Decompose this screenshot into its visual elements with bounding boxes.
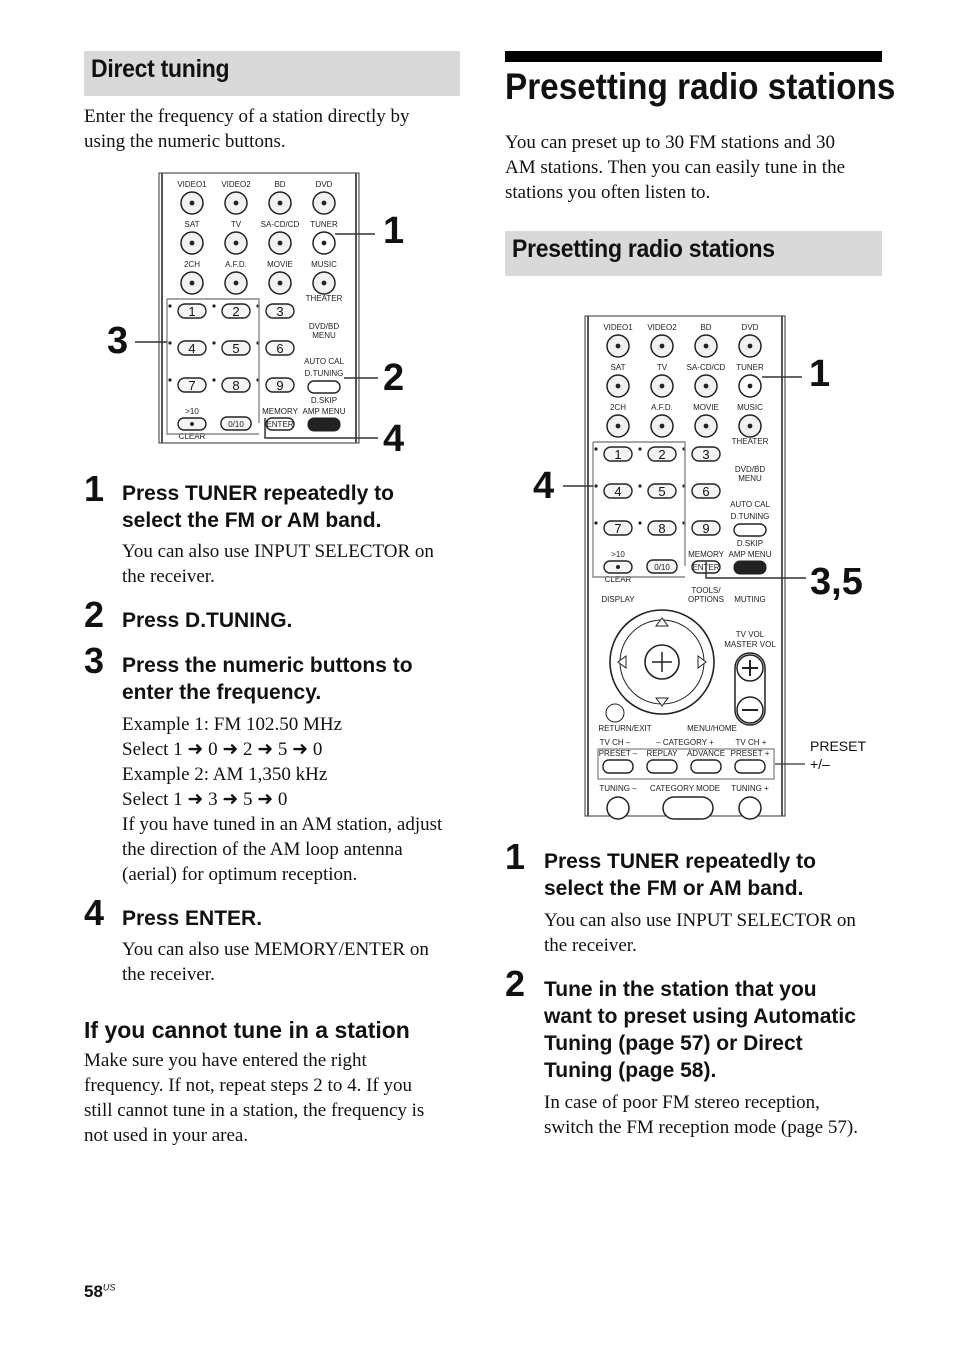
page-number: $58^{US}$ xyxy=(84,1282,116,1301)
label-dskip: D.SKIP xyxy=(736,539,764,548)
digit-dot-4 xyxy=(594,484,597,487)
step-4-number: 4 xyxy=(84,892,105,933)
step-3-number: 3 xyxy=(84,640,105,681)
remote-button-sa-cd-cd-dot xyxy=(704,384,709,389)
remote-illustration-left xyxy=(100,168,420,458)
remote-button-a-f-d--dot xyxy=(234,281,239,286)
digit-dot-2 xyxy=(638,447,641,450)
digit-button-2-label: 2 xyxy=(232,304,240,319)
remote-button-tuner-dot xyxy=(748,384,753,389)
dtuning-button xyxy=(308,381,340,393)
label-tvch-minus: TV CH – xyxy=(599,738,631,747)
label-zero10: 0/10 xyxy=(228,420,244,429)
remote-label-music: MUSIC xyxy=(737,403,763,412)
gt10-dot xyxy=(190,422,194,426)
digit-button-3-label: 3 xyxy=(276,304,284,319)
label-autocal: AUTO CAL xyxy=(304,357,344,366)
label-dvdbd: DVD/BD xyxy=(308,322,340,331)
remote-label-dvd: DVD xyxy=(315,180,333,189)
preset-label-1: PRESET xyxy=(810,738,867,754)
remote-button-music-dot xyxy=(748,424,753,429)
label-memory: MEMORY xyxy=(262,407,298,416)
label-dvdbd: DVD/BD xyxy=(734,465,766,474)
remote-label-a-f-d-: A.F.D. xyxy=(651,403,673,412)
step-3-body: Example 1: FM 102.50 MHz Select 1 ➜ 0 ➜ 2 ➜ 5 ➜ 0 Example 2: AM 1,350 kHz Select 1 ➜ 3 ➜ 5 ➜ 0 If you have tuned in an AM station, adjust the direction of the AM loop antenna (aerial) for optimum reception. xyxy=(122,714,443,885)
presetting-section-heading: Presetting radio stations xyxy=(512,235,775,263)
step-2-title: Press D.TUNING. xyxy=(122,609,293,632)
digit-button-4-label: 4 xyxy=(614,484,622,499)
remote-label-video1: VIDEO1 xyxy=(177,180,207,189)
digit-button-6-label: 6 xyxy=(702,484,710,499)
label-category-mode: CATEGORY MODE xyxy=(649,784,721,793)
transport-button-2 xyxy=(691,760,721,773)
callout-2: 2 xyxy=(383,357,405,399)
remote-label-sat: SAT xyxy=(184,220,200,229)
right-callout-3-5: 3,5 xyxy=(810,561,863,603)
remote-label-music: MUSIC xyxy=(311,260,337,269)
remote-button-tv-dot xyxy=(234,241,239,246)
step-4-body: You can also use MEMORY/ENTER on the receiver. xyxy=(122,939,429,985)
direct-tuning-intro: Enter the frequency of a station directly by using the numeric buttons. xyxy=(84,106,410,152)
gt10-dot xyxy=(616,565,620,569)
right-step-1-title: Press TUNER repeatedly to select the FM or AM band. xyxy=(544,850,816,900)
remote-label-tuner: TUNER xyxy=(310,220,338,229)
remote-label-sa-cd-cd: SA-CD/CD xyxy=(686,363,726,372)
remote-label-2ch: 2CH xyxy=(183,260,201,269)
digit-button-1-label: 1 xyxy=(188,304,196,319)
remote-button-dvd-dot xyxy=(748,344,753,349)
label-category: – CATEGORY + xyxy=(656,738,714,747)
label-display: DISPLAY xyxy=(601,595,635,604)
remote-label-bd: BD xyxy=(700,323,712,332)
digit-dot-5 xyxy=(638,484,641,487)
digit-button-6-label: 6 xyxy=(276,341,284,356)
label-gt10: >10 xyxy=(185,407,199,416)
remote-button-2ch-dot xyxy=(190,281,195,286)
remote-button-sa-cd-cd-dot xyxy=(278,241,283,246)
step-3-title: Press the numeric buttons to enter the frequency. xyxy=(122,654,413,704)
label-autocal: AUTO CAL xyxy=(730,500,770,509)
remote-button-bd-dot xyxy=(704,344,709,349)
label-transport-3: PRESET + xyxy=(730,749,770,758)
remote-button-movie-dot xyxy=(278,281,283,286)
remote-label-tv: TV xyxy=(230,220,242,229)
digit-button-2-label: 2 xyxy=(658,447,666,462)
digit-dot-7 xyxy=(594,521,597,524)
remote-label-video1: VIDEO1 xyxy=(603,323,633,332)
right-step-1-body: You can also use INPUT SELECTOR on the receiver. xyxy=(544,910,856,956)
page-number-suffix: US xyxy=(102,1282,116,1293)
label-transport-0: PRESET – xyxy=(598,749,638,758)
remote-button-2ch-dot xyxy=(616,424,621,429)
digit-button-5-label: 5 xyxy=(658,484,666,499)
right-callout-4: 4 xyxy=(533,465,555,507)
label-clear: CLEAR xyxy=(178,432,206,441)
tuning-minus-button xyxy=(607,797,629,819)
label-tvvol: TV VOL xyxy=(735,630,765,639)
remote-label-video2: VIDEO2 xyxy=(647,323,677,332)
amp-menu-button xyxy=(734,561,766,574)
digit-button-7-label: 7 xyxy=(188,378,196,393)
page-title: Presetting radio stations xyxy=(505,66,896,107)
digit-button-8-label: 8 xyxy=(658,521,666,536)
digit-dot-2 xyxy=(212,304,215,307)
dtuning-button xyxy=(734,524,766,536)
title-rule xyxy=(505,51,882,62)
remote-button-video1-dot xyxy=(190,201,195,206)
label-tvch-plus: TV CH + xyxy=(735,738,767,747)
remote-button-a-f-d--dot xyxy=(660,424,665,429)
presetting-section-bar xyxy=(505,231,882,276)
label-menu: MENU xyxy=(312,331,336,340)
remote-label-tuner: TUNER xyxy=(736,363,764,372)
label-gt10: >10 xyxy=(611,550,625,559)
digit-dot-5 xyxy=(212,341,215,344)
label-menu: MENU xyxy=(738,474,762,483)
cannot-tune-body: Make sure you have entered the right frequency. If not, repeat steps 2 to 4. If you still cannot tune in a station, the frequency is not used in your area. xyxy=(84,1050,425,1146)
remote-label-sat: SAT xyxy=(610,363,626,372)
remote-button-tv-dot xyxy=(660,384,665,389)
label-enter: ENTER xyxy=(266,420,294,429)
remote-button-movie-dot xyxy=(704,424,709,429)
tuning-plus-button xyxy=(739,797,761,819)
remote-button-sat-dot xyxy=(190,241,195,246)
digit-button-9-label: 9 xyxy=(702,521,710,536)
label-memory: MEMORY xyxy=(688,550,724,559)
label-dskip: D.SKIP xyxy=(310,396,338,405)
digit-dot-4 xyxy=(168,341,171,344)
transport-button-0 xyxy=(603,760,633,773)
label-dtuning: D.TUNING xyxy=(304,369,344,378)
remote-label-sa-cd-cd: SA-CD/CD xyxy=(260,220,300,229)
remote-label-tv: TV xyxy=(656,363,668,372)
presetting-intro: You can preset up to 30 FM stations and 30 AM stations. Then you can easily tune in the stations you often listen to. xyxy=(505,132,846,203)
remote-button-video2-dot xyxy=(660,344,665,349)
remote-button-dvd-dot xyxy=(322,201,327,206)
step-1-title: Press TUNER repeatedly to select the FM or AM band. xyxy=(122,482,394,532)
label-tools: TOOLS/ xyxy=(691,586,721,595)
label-theater: THEATER xyxy=(305,294,343,303)
amp-menu-button xyxy=(308,418,340,431)
digit-button-5-label: 5 xyxy=(232,341,240,356)
return-button xyxy=(606,704,624,722)
cannot-tune-heading: If you cannot tune in a station xyxy=(84,1017,410,1043)
remote-button-music-dot xyxy=(322,281,327,286)
digit-button-1-label: 1 xyxy=(614,447,622,462)
remote-button-bd-dot xyxy=(278,201,283,206)
remote-button-tuner-dot xyxy=(322,241,327,246)
label-mastervol: MASTER VOL xyxy=(724,640,776,649)
right-step-2-title: Tune in the station that you want to preset using Automatic Tuning (page 57) or Direct Tuning (page 58). xyxy=(544,978,856,1082)
step-4-title: Press ENTER. xyxy=(122,907,263,930)
step-1-body: You can also use INPUT SELECTOR on the receiver. xyxy=(122,541,434,587)
remote-button-video1-dot xyxy=(616,344,621,349)
label-zero10: 0/10 xyxy=(654,563,670,572)
remote-label-dvd: DVD xyxy=(741,323,759,332)
direct-tuning-heading-bar xyxy=(84,51,460,96)
label-menuhome: MENU/HOME xyxy=(687,724,737,733)
label-tuning-plus: TUNING + xyxy=(731,784,769,793)
digit-dot-7 xyxy=(168,378,171,381)
remote-label-movie: MOVIE xyxy=(693,403,719,412)
remote-label-bd: BD xyxy=(274,180,286,189)
label-clear: CLEAR xyxy=(604,575,632,584)
category-mode-button xyxy=(663,797,713,819)
digit-button-3-label: 3 xyxy=(702,447,710,462)
transport-button-3 xyxy=(735,760,765,773)
label-muting: MUTING xyxy=(734,595,766,604)
step-2-number: 2 xyxy=(84,594,105,635)
digit-dot-1 xyxy=(168,304,171,307)
right-step-2-number: 2 xyxy=(505,963,526,1004)
digit-button-7-label: 7 xyxy=(614,521,622,536)
remote-button-video2-dot xyxy=(234,201,239,206)
digit-button-9-label: 9 xyxy=(276,378,284,393)
direct-tuning-heading: Direct tuning xyxy=(91,55,230,83)
digit-button-4-label: 4 xyxy=(188,341,196,356)
remote-button-sat-dot xyxy=(616,384,621,389)
right-step-1-number: 1 xyxy=(505,836,526,877)
transport-button-1 xyxy=(647,760,677,773)
label-options: OPTIONS xyxy=(687,595,725,604)
label-enter: ENTER xyxy=(692,563,720,572)
remote-label-a-f-d-: A.F.D. xyxy=(225,260,247,269)
preset-label-2: +/– xyxy=(810,756,830,772)
remote-label-movie: MOVIE xyxy=(267,260,293,269)
label-return: RETURN/EXIT xyxy=(598,724,652,733)
right-step-2-body: In case of poor FM stereo reception, switch the FM reception mode (page 57). xyxy=(544,1092,858,1138)
remote-illustration-right xyxy=(520,310,880,825)
step-1-number: 1 xyxy=(84,468,105,509)
label-ampmenu: AMP MENU xyxy=(728,550,772,559)
digit-dot-1 xyxy=(594,447,597,450)
label-tuning-minus: TUNING – xyxy=(599,784,637,793)
right-callout-1: 1 xyxy=(809,353,831,395)
label-transport-1: REPLAY xyxy=(646,749,678,758)
callout-4: 4 xyxy=(383,418,405,458)
label-transport-2: ADVANCE xyxy=(686,749,726,758)
digit-dot-8 xyxy=(212,378,215,381)
callout-3: 3 xyxy=(107,320,129,362)
remote-label-2ch: 2CH xyxy=(609,403,627,412)
label-ampmenu: AMP MENU xyxy=(302,407,346,416)
label-theater: THEATER xyxy=(731,437,769,446)
digit-button-8-label: 8 xyxy=(232,378,240,393)
callout-1: 1 xyxy=(383,210,405,252)
remote-label-video2: VIDEO2 xyxy=(221,180,251,189)
label-dtuning: D.TUNING xyxy=(730,512,770,521)
digit-dot-8 xyxy=(638,521,641,524)
